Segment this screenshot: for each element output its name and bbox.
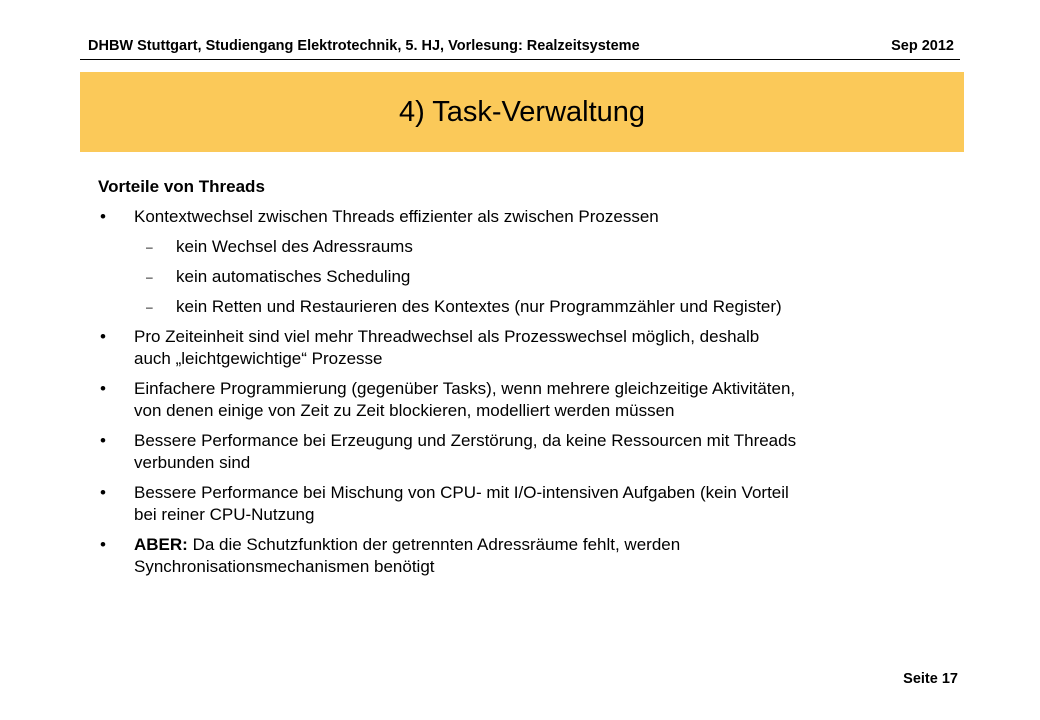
emphasis-label: ABER: [134,535,188,554]
bullet-text-line: Bessere Performance bei Erzeugung und Zerstörung, da keine Ressourcen mit Threads [134,431,797,450]
bullet-text-line: auch „leichtgewichtige“ Prozesse [134,349,383,368]
sub-bullet-marker: – [146,240,153,254]
bullet-marker: • [100,379,106,398]
section-heading: Vorteile von Threads [98,177,265,196]
bullet-text-line: Einfachere Programmierung (gegenüber Tasks), wenn mehrere gleichzeitige Aktivitäten, [134,379,796,398]
bullet-item [98,534,978,578]
bullet-text-line: Pro Zeiteinheit sind viel mehr Threadwechsel als Prozesswechsel möglich, deshalb [134,327,760,346]
slide-title: 4) Task-Verwaltung [398,95,646,128]
bullet-item [98,206,978,228]
sub-bullet-item [98,236,978,258]
bullet-text: Kontextwechsel zwischen Threads effizienter als zwischen Prozessen [134,207,659,226]
page-number: Seite 17 [903,671,958,687]
bullet-marker: • [100,535,106,554]
bullet-item [98,378,978,422]
sub-bullet-text: kein automatisches Scheduling [176,267,411,286]
sub-bullet-text: kein Wechsel des Adressraums [176,237,413,256]
bullet-item [98,430,978,474]
sub-bullet-marker: – [146,270,153,284]
sub-bullet-item [98,296,978,318]
bullet-text-line: Da die Schutzfunktion der getrennten Adressräume fehlt, werden [187,535,681,554]
bullet-marker: • [100,483,106,502]
bullet-marker: • [100,327,106,346]
bullet-marker: • [100,431,106,450]
bullet-text-line: verbunden sind [134,453,251,472]
bullet-text-line: Synchronisationsmechanismen benötigt [134,557,435,576]
header-date: Sep 2012 [891,38,954,54]
sub-bullet-marker: – [146,300,153,314]
sub-bullet-text: kein Retten und Restaurieren des Kontextes (nur Programmzähler und Register) [176,297,782,316]
title-banner [80,72,964,152]
bullet-item [98,326,978,370]
sub-bullet-item [98,266,978,288]
bullet-text-line: Bessere Performance bei Mischung von CPU- mit I/O-intensiven Aufgaben (kein Vorteil [134,483,789,502]
slide-header [80,37,960,60]
bullet-item [98,482,978,526]
course-info: DHBW Stuttgart, Studiengang Elektrotechnik, 5. HJ, Vorlesung: Realzeitsysteme [88,38,640,54]
bullet-text-line: von denen einige von Zeit zu Zeit blockieren, modelliert werden müssen [134,401,675,420]
slide-content [98,176,978,586]
bullet-text-line: bei reiner CPU-Nutzung [134,505,315,524]
bullet-marker: • [100,207,106,226]
